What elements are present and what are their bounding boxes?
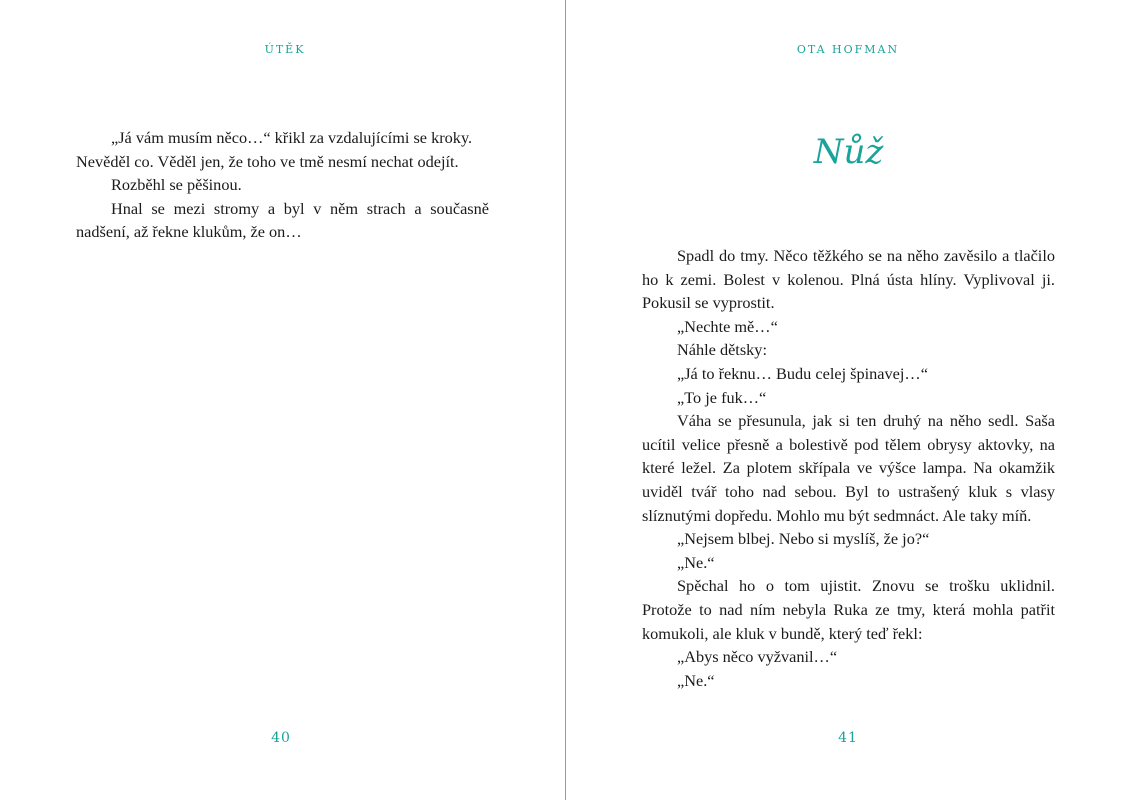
paragraph: „Ne.“ (677, 670, 715, 690)
chapter-title: Nůž (813, 132, 884, 172)
paragraph: „Abys něco vyžvanil…“ (677, 647, 838, 667)
paragraph: „Já vám musím něco…“ křikl za vzdalujícími se kroky. (111, 128, 473, 147)
left-page (0, 0, 565, 800)
paragraph: Rozběhl se pěšinou. (111, 175, 242, 195)
paragraph: Spadl do tmy. Něco těžkého se na něho zavěsilo a tlačilo ho k zemi. Bolest v kolenou. Plná ústa hlíny. Vyplivoval ji. Pokusil se vyprostit. (642, 246, 1055, 313)
running-head-left: ÚTĚK (264, 43, 306, 56)
paragraph: „Nechte mě…“ (677, 316, 778, 336)
page-number-right: 41 (838, 730, 858, 746)
paragraph: Nevěděl co. Věděl jen, že toho ve tmě nesmí nechat odejít. (76, 151, 459, 171)
right-page (566, 0, 1131, 800)
paragraph: „Nejsem blbej. Nebo si myslíš, že jo?“ (677, 529, 930, 549)
paragraph: Náhle dětsky: (677, 340, 767, 360)
paragraph: „Ne.“ (677, 552, 715, 572)
paragraph: „To je fuk…“ (677, 387, 767, 407)
paragraph: Hnal se mezi stromy a byl v něm strach a současně nadšení, až řekne klukům, že on… (76, 198, 489, 242)
page-number-left: 40 (271, 730, 291, 746)
left-text-block (76, 126, 489, 244)
running-head-right: OTA HOFMAN (796, 43, 900, 56)
right-text-block (642, 244, 1055, 692)
paragraph: „Já to řeknu… Budu celej špinavej…“ (677, 363, 928, 383)
paragraph: Váha se přesunula, jak si ten druhý na něho sedl. Saša ucítil velice přesně a bolestivě pod tělem obrysy aktovky, na které ležel. Za plotem skřípala ve výšce lampa. Na okamžik uviděl tvář toho nad sebou. Byl to ustrašený kluk s vlasy slíznutými dopředu. Mohlo mu být sedmnáct. Ale taky míň. (642, 411, 1055, 525)
paragraph: Spěchal ho o tom ujistit. Znovu se trošku uklidnil. Protože to nad ním nebyla Ruka ze tmy, která mohla patřit komukoli, ale kluk v bundě, který teď řekl: (642, 576, 1055, 643)
